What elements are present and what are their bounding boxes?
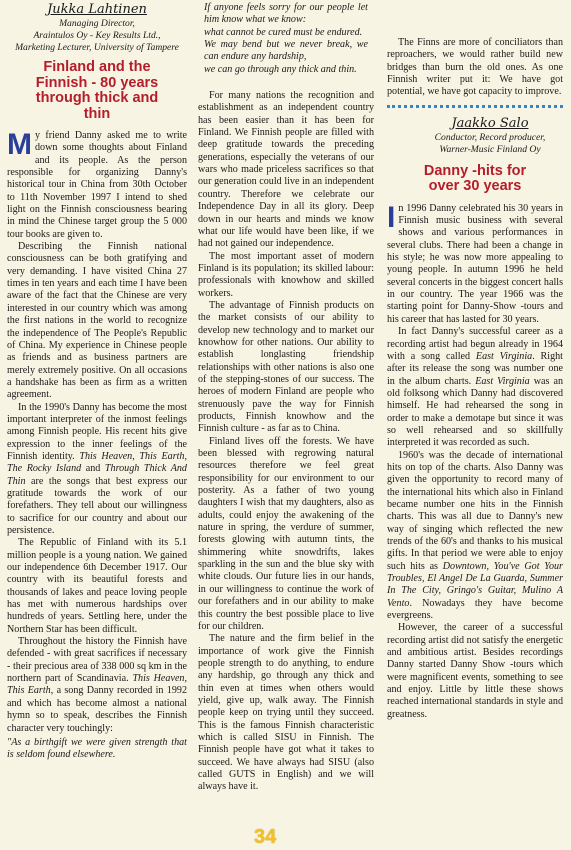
paragraph: In 1996 Danny celebrated his 30 years in Finnish music business with several shows and various performances in several clubs. There had been a change in his style; he was now more appealing to young people. In autumn 1996 he held several concerts in the biggest concert halls in our country. The year 1966 was the starting point for Danny-Show -tours and his career that has lasted for 30 years. [387, 200, 563, 325]
paragraph: Describing the Finnish national consciousness can be both gratifying and very demanding. I have visited China 27 times in ten years and each time I have been aware of the fact that the Chinese are very interested in our country which was among the first nations in the world to recognize the independence of The People's Republic of China. My experience in Chinese people as friends and as business partners are merely extremely positive. On all occasions a handshake has been as firm as a written agreement. [7, 241, 187, 401]
article1-column-2 [198, 0, 374, 794]
paragraph: 1960's was the decade of international hits on top of the charts. Also Danny was given the opportunity to record many of the international hits which also in Finland became number one hits in the Finnish charts. This was all due to Danny's new way of singing which reflected the new trends of the 60's and thanks to his musical gifts. In that period we were able to enjoy such hits as Downtown, You've Got Your Troubles, El Angel De La Guarda, Summer In The City, Gringo's Guitar, Mulino A Vento. Nowadays they have become evergreens. [387, 449, 563, 622]
paragraph: My friend Danny asked me to write down some thoughts about Finland and its people. As the person responsible for organizing Danny's historical tour in China from 30th October to 11th November 1997 I intend to shed light on the Finnish consciousness bearing in mind the Chinese target group the 5 000 tour books are given to. [7, 128, 187, 240]
author-signature [387, 115, 563, 156]
paragraph: Finland lives off the forests. We have been blessed with regrowing natural resources therefore we feel great responsibility for our environment to our posterity. As a father of two young daughters I wish that my daughters, also as adults, could enjoy the awakening of the nature in spring, the verdure of summer, forests glowing with autumn tints, the shimmering white snowdrifts, lakes sparkling in the sun and the blue sky with white clouds. Our future lies in our hands, in our willingness to continue the work of our forefathers and in our ability to make this country the best possible place to live for our children. [198, 435, 374, 632]
song-quote: "As a birthgift we were given strength that is seldom found elsewhere. [7, 736, 187, 761]
drop-cap: I [387, 200, 396, 234]
paragraph: In the 1990's Danny has become the most important interpreter of the inmost feelings among Finnish people. His recent hits give expression to the inner feelings of the Finnish identity. This Heaven, This Earth, The Rocky Island and Through Thick And Thin are the songs that best express our gratitude towards the work of our forefathers. They tell about our willingness to sacrifice for our country and about our persistence. [7, 401, 187, 536]
article1-column-1 [7, 0, 187, 762]
author-name: Jukka Lahtinen [47, 2, 147, 17]
drop-cap: M [7, 128, 32, 161]
song-quote: If anyone feels sorry for our people let him know what we know: what cannot be cured must be endured. We may bend but we never break, we can endure any hardship, we can go through any thick and thin. [204, 2, 368, 75]
article-column-3 [387, 0, 563, 721]
article-title: Finland and the Finnish - 80 years through thick and thin [35, 59, 159, 122]
paragraph: The nature and the firm belief in the importance of work give the Finnish people strength to do anything, to endure any hardship, go through any thick and thin even at times when others would yield, give up, walk away. The Finnish people keep on trying until they succeed. This is the famous Finnish characteristic which is called SISU in Finnish. The Finnish people have got what it takes to succeed. We have always had SISU (also called GUTS in English) and we will always have it. [198, 633, 374, 793]
section-divider [387, 105, 563, 108]
paragraph: For many nations the recognition and establishment as an independent country has been easier than it has been for Finland. We Finnish people are filled with deep gratitude towards the preceding generations, especially the veterans of our wars who made priceless sacrifices so that our generation could live in an independent country. Therefore we celebrate our Independence Day in all its glory. Deep down in our hearts and minds we know what our life would have been like, if we had not gained our independence. [198, 90, 374, 250]
author-role: Marketing Lecturer, University of Tampere [15, 42, 179, 53]
author-role: Warner-Music Finland Oy [439, 143, 541, 155]
author-signature [7, 0, 187, 54]
paragraph: The Republic of Finland with its 5.1 million people is a young nation. We gained our independence 6th December 1917. Our country with its beautiful forests and thousands of lakes and peace loving people has met with numerous hardships over hundreds of years. Settling here, under the Northern Star has been difficult. [7, 537, 187, 635]
paragraph: However, the career of a successful recording artist did not satisfy the energetic and ambitious artist. Besides recordings Danny started Danny Show -tours which were magnificent events, something to see and enjoy. Little by little these shows reached international standards in style and greatness. [387, 622, 563, 720]
paragraph: In fact Danny's successful career as a recording artist had begun already in 1964 with a song called East Virginia. Right after its release the song was number one in the album charts. East Virginia was an old folksong which Danny had discovered himself. He had rehearsed the song in order to make a demotape but since it was so well rehearsed and so skillfully interpreted it was recorded as such. [387, 326, 564, 449]
article-title: Danny -hits for over 30 years [423, 162, 527, 195]
author-role: Araintulos Oy - Key Results Ltd., [33, 30, 161, 41]
author-name: Jaakko Salo [451, 115, 529, 131]
paragraph: Throughout the history the Finnish have defended - with great sacrifices if necessary - their precious area of 338 000 sq km in the northern part of Scandinavia. This Heaven, This Earth, a song Danny recorded in 1992 and which has become almost a national hymn so to speak, describes the Finnish character very touchingly: [7, 636, 187, 734]
paragraph: The advantage of Finnish products on the market consists of our ability to develop new technology and to market our knowhow for other nations. Our ability to establish longlasting friendship relationships with other nations is also one of the stepping-stones of our success. The heroes of modern Finland are people who strenuously pave the way for Finnish products, Finnish knowhow and the Finnish culture - as far as to China. [198, 299, 374, 435]
page-number: 34 [254, 826, 277, 848]
paragraph: The Finns are more of conciliators than reproachers, we would rather build new bridges than burn the old ones. As one Finnish writer put it: We have got potential, we have got capacity to improve. [387, 37, 563, 98]
author-role: Managing Director, [59, 18, 135, 29]
paragraph: The most important asset of modern Finland is its population; its skilled labour: professionals with knowhow and skilled workers. [198, 250, 374, 299]
author-role: Conductor, Record producer, [434, 131, 546, 143]
